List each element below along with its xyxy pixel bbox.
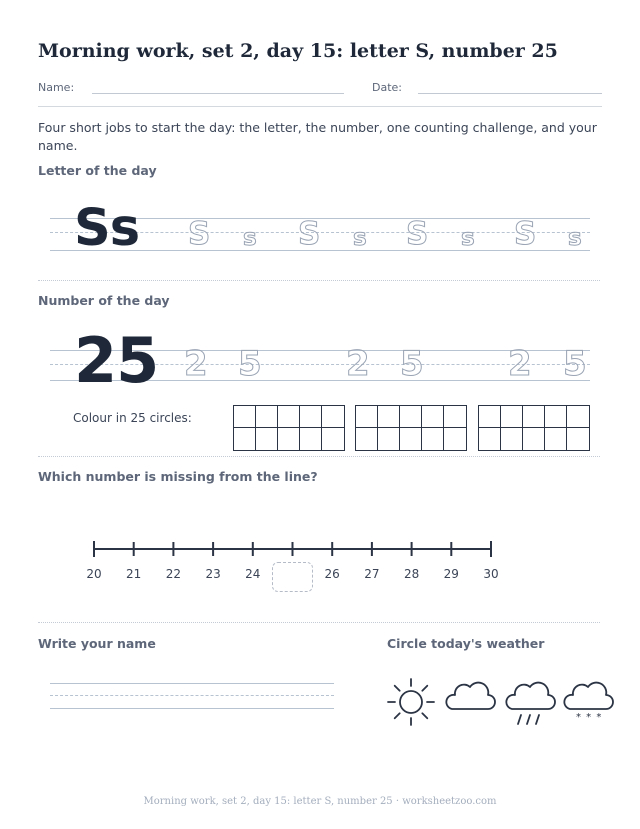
name-label: Name: (38, 81, 75, 94)
trace-digit-3[interactable]: 2 (346, 344, 370, 384)
number-line-heading: Which number is missing from the line? (38, 469, 318, 484)
name-top-line (50, 683, 334, 684)
snow-cloud-icon[interactable] (562, 680, 614, 716)
trace-letter-2[interactable]: s (243, 225, 257, 251)
trace-digit-6[interactable]: 5 (563, 344, 587, 384)
number-line-label: 24 (245, 567, 261, 581)
section-divider (38, 622, 600, 623)
number-line-label: 29 (443, 567, 459, 581)
number-model: 25 (74, 324, 159, 397)
number-line-label: 27 (364, 567, 380, 581)
letter-model: Ss (74, 199, 140, 258)
number-line-label: 21 (126, 567, 142, 581)
name-mid-line (50, 695, 334, 696)
number-line-label: 20 (86, 567, 102, 581)
rain-icon[interactable] (504, 680, 556, 728)
number-line-label: 26 (324, 567, 340, 581)
cloud-icon[interactable] (444, 680, 496, 716)
trace-letter-6[interactable]: s (461, 225, 475, 251)
weather-section-heading: Circle today's weather (387, 636, 545, 651)
trace-letter-4[interactable]: s (353, 225, 367, 251)
trace-letter-7[interactable]: S (514, 216, 537, 252)
snow-icon: * * * (576, 712, 603, 723)
trace-letter-8[interactable]: s (568, 225, 582, 251)
letter-section-heading: Letter of the day (38, 163, 157, 178)
trace-letter-5[interactable]: S (406, 216, 429, 252)
worksheet-title: Morning work, set 2, day 15: letter S, number 25 (38, 40, 558, 62)
number-line-label: 23 (205, 567, 221, 581)
trace-letter-1[interactable]: S (188, 216, 211, 252)
trace-letter-3[interactable]: S (298, 216, 321, 252)
number-section-heading: Number of the day (38, 293, 170, 308)
number-line-label: 22 (165, 567, 182, 581)
date-label: Date: (372, 81, 402, 94)
trace-digit-1[interactable]: 2 (184, 344, 208, 384)
number-line-label: 28 (403, 567, 420, 581)
trace-digit-2[interactable]: 5 (238, 344, 262, 384)
name-section-heading: Write your name (38, 636, 156, 651)
sun-icon[interactable] (385, 676, 437, 728)
number-line-label: 30 (483, 567, 499, 581)
trace-digit-4[interactable]: 5 (400, 344, 424, 384)
missing-number-box[interactable] (272, 562, 313, 592)
trace-digit-5[interactable]: 2 (508, 344, 532, 384)
page-footer: Morning work, set 2, day 15: letter S, number 25 · worksheetzoo.com (143, 796, 497, 807)
name-base-line[interactable] (50, 708, 334, 709)
intro-text: Four short jobs to start the day: the letter, the number, one counting challenge, and your name. (38, 120, 597, 153)
circles-instruction: Colour in 25 circles: (73, 411, 192, 425)
